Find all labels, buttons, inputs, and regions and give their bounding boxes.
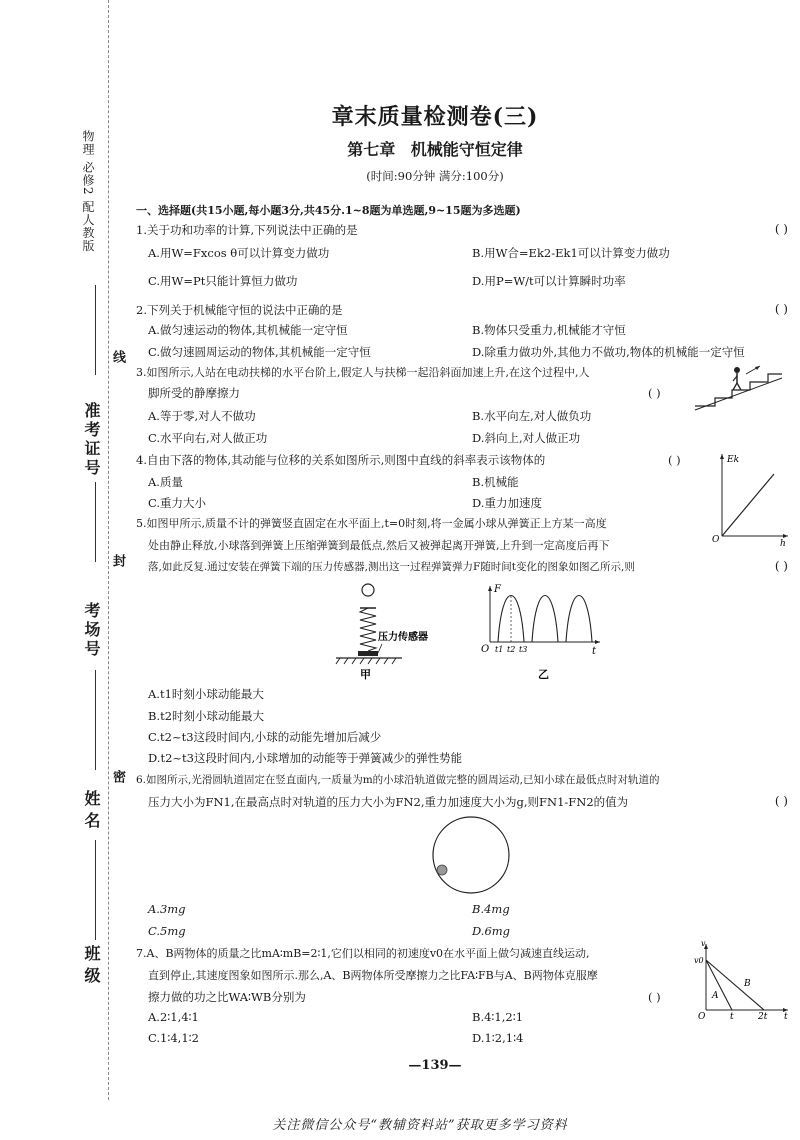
q6-stem-line1: 6.如图所示,光滑圆轨道固定在竖直面内,一质量为m的小球沿轨道做完整的圆周运动,已知小球在最低点时对轨道的 [136, 774, 660, 786]
q2-answer-bracket[interactable]: ( ) [774, 302, 788, 316]
q6-stem-line2: 压力大小为FN1,在最高点时对轨道的压力大小为FN2,重力加速度大小为g,则FN1-FN2的值为 [148, 795, 629, 809]
q3-stem-line2: 脚所受的静摩擦力 [148, 386, 240, 400]
q2-option-b[interactable]: B.物体只受重力,机械能才守恒 [472, 323, 626, 337]
q7-graph-t: t [730, 1012, 734, 1022]
page-number: —139— [408, 1058, 462, 1073]
q5-graph-t1: t1 [495, 645, 504, 654]
q5-option-d[interactable]: D.t2~t3这段时间内,小球增加的动能等于弹簧减少的弹性势能 [148, 751, 463, 765]
field-class: 班级 [82, 945, 101, 989]
seal-mark-line: 线 [110, 350, 125, 363]
q7-stem-line2: 直到停止,其速度图象如图所示.那么,A、B两物体所受摩擦力之比FA∶FB与A、B两物体克服摩 [148, 969, 598, 982]
q2-stem: 2.下列关于机械能守恒的说法中正确的是 [136, 303, 343, 317]
q5-force-time-graph [476, 580, 606, 682]
q7-graph-v0-label: v0 [694, 956, 704, 965]
q3-stem-line1: 3.如图所示,人站在电动扶梯的水平台阶上,假定人与扶梯一起沿斜面加速上升,在这个过程中,人 [136, 366, 590, 379]
q2-option-c[interactable]: C.做匀速圆周运动的物体,其机械能一定守恒 [148, 345, 371, 359]
q3-option-b[interactable]: B.水平向左,对人做负功 [472, 409, 592, 423]
q4-answer-bracket[interactable]: ( ) [668, 453, 681, 467]
q7-graph-v-label: v [701, 940, 706, 948]
q7-answer-bracket[interactable]: ( ) [648, 990, 661, 1004]
q5-stem-line2: 处由静止释放,小球落到弹簧上压缩弹簧到最低点,然后又被弹起离开弹簧,上升到一定高度后再下 [148, 539, 610, 552]
binding-line [108, 0, 109, 1100]
q7-velocity-time-graph [692, 940, 792, 1022]
field-room-number: 考场号 [82, 602, 101, 659]
q6-option-c[interactable]: C.5mg [148, 924, 186, 938]
q5-graph-t2: t2 [507, 645, 516, 654]
q1-option-c[interactable]: C.用W=Pt只能计算恒力做功 [148, 274, 298, 288]
q3-answer-bracket[interactable]: ( ) [648, 386, 661, 400]
q4-option-d[interactable]: D.重力加速度 [472, 496, 542, 510]
q7-option-a[interactable]: A.2∶1,4∶1 [148, 1010, 199, 1024]
q1-option-a[interactable]: A.用W=Fxcos θ可以计算变力做功 [148, 246, 330, 260]
field-exam-number: 准考证号 [82, 402, 101, 478]
seal-mark-secret: 密 [110, 770, 125, 783]
q3-escalator-figure [690, 362, 790, 412]
q4-option-b[interactable]: B.机械能 [472, 475, 519, 489]
q7-line-b-label: B [744, 979, 751, 989]
q7-stem-line1: 7.A、B两物体的质量之比mA∶mB=2∶1,它们以相同的初速度v0在水平面上做匀减速直线运动, [136, 947, 590, 960]
q5-graph-t-label: t [592, 646, 597, 657]
rule-3 [95, 670, 96, 770]
q6-option-d[interactable]: D.6mg [472, 924, 511, 938]
q2-option-d[interactable]: D.除重力做功外,其他力不做功,物体的机械能一定守恒 [472, 345, 745, 359]
q4-option-c[interactable]: C.重力大小 [148, 496, 207, 510]
rule-4 [95, 840, 96, 940]
q5-graph-t3: t3 [519, 645, 528, 654]
q4-ek-h-graph [708, 448, 792, 546]
q5-graph-origin: O [481, 644, 490, 655]
footer-note: 关注微信公众号“教辅资料站”获取更多学习资料 [272, 1118, 568, 1133]
q5-option-a[interactable]: A.t1时刻小球动能最大 [148, 687, 264, 701]
q7-option-b[interactable]: B.4∶1,2∶1 [472, 1010, 524, 1024]
rule-1 [95, 285, 96, 375]
q7-stem-line3: 擦力做的功之比WA∶WB分别为 [148, 990, 306, 1004]
q5-option-b[interactable]: B.t2时刻小球动能最大 [148, 709, 265, 723]
chapter-subtitle: 第七章 机械能守恒定律 [347, 140, 523, 159]
q7-option-c[interactable]: C.1∶4,1∶2 [148, 1031, 199, 1045]
q4-graph-x-label: h [780, 539, 786, 546]
edition-label: 物理 必修2 配人教版 [81, 130, 95, 253]
seal-mark-seal: 封 [110, 554, 125, 567]
q1-option-b[interactable]: B.用W合=Ek2-Ek1可以计算变力做功 [472, 246, 670, 260]
q6-answer-bracket[interactable]: ( ) [774, 794, 788, 808]
q6-option-b[interactable]: B.4mg [472, 902, 510, 916]
q5-option-c[interactable]: C.t2~t3这段时间内,小球的动能先增加后减少 [148, 730, 382, 744]
field-name: 姓名 [82, 790, 101, 834]
q7-graph-2t: 2t [758, 1012, 768, 1022]
q6-circular-track-figure [428, 812, 514, 898]
q5-spring-figure [332, 580, 442, 680]
q1-answer-bracket[interactable]: ( ) [774, 222, 788, 236]
section-heading: 一、选择题(共15小题,每小题3分,共45分.1~8题为单选题,9~15题为多选题) [136, 204, 521, 217]
q4-graph-origin: O [712, 535, 720, 545]
q5-sensor-label: 压力传感器 [378, 632, 428, 643]
q4-stem: 4.自由下落的物体,其动能与位移的关系如图所示,则图中直线的斜率表示该物体的 [136, 453, 546, 467]
q4-graph-y-label: Ek [727, 455, 740, 465]
q7-option-d[interactable]: D.1∶2,1∶4 [472, 1031, 524, 1045]
q1-option-d[interactable]: D.用P=W/t可以计算瞬时功率 [472, 274, 626, 288]
q1-stem: 1.关于功和功率的计算,下列说法中正确的是 [136, 223, 358, 237]
q3-option-c[interactable]: C.水平向右,对人做正功 [148, 431, 268, 445]
q7-graph-x-label: t [784, 1012, 788, 1022]
q4-option-a[interactable]: A.质量 [148, 475, 183, 489]
rule-2 [95, 482, 96, 562]
q3-option-d[interactable]: D.斜向上,对人做正功 [472, 431, 581, 445]
q5-answer-bracket[interactable]: ( ) [774, 559, 788, 573]
q7-graph-origin: O [698, 1012, 706, 1022]
q7-line-a-label: A [712, 991, 719, 1001]
q3-option-a[interactable]: A.等于零,对人不做功 [148, 409, 256, 423]
time-info: (时间:90分钟 满分:100分) [366, 169, 504, 183]
page-title: 章末质量检测卷(三) [331, 104, 539, 130]
q2-option-a[interactable]: A.做匀速运动的物体,其机械能一定守恒 [148, 323, 348, 337]
q5-figure-b-caption: 乙 [538, 668, 549, 681]
q5-stem-line1: 5.如图甲所示,质量不计的弹簧竖直固定在水平面上,t=0时刻,将一金属小球从弹簧正上方某一高度 [136, 517, 607, 530]
q5-stem-line3: 落,如此反复.通过安装在弹簧下端的压力传感器,测出这一过程弹簧弹力F随时间t变化的图象如图乙所示,则 [148, 561, 635, 573]
q5-graph-f-label: F [494, 584, 501, 595]
q6-option-a[interactable]: A.3mg [148, 902, 186, 916]
q5-figure-a-caption: 甲 [360, 668, 371, 680]
